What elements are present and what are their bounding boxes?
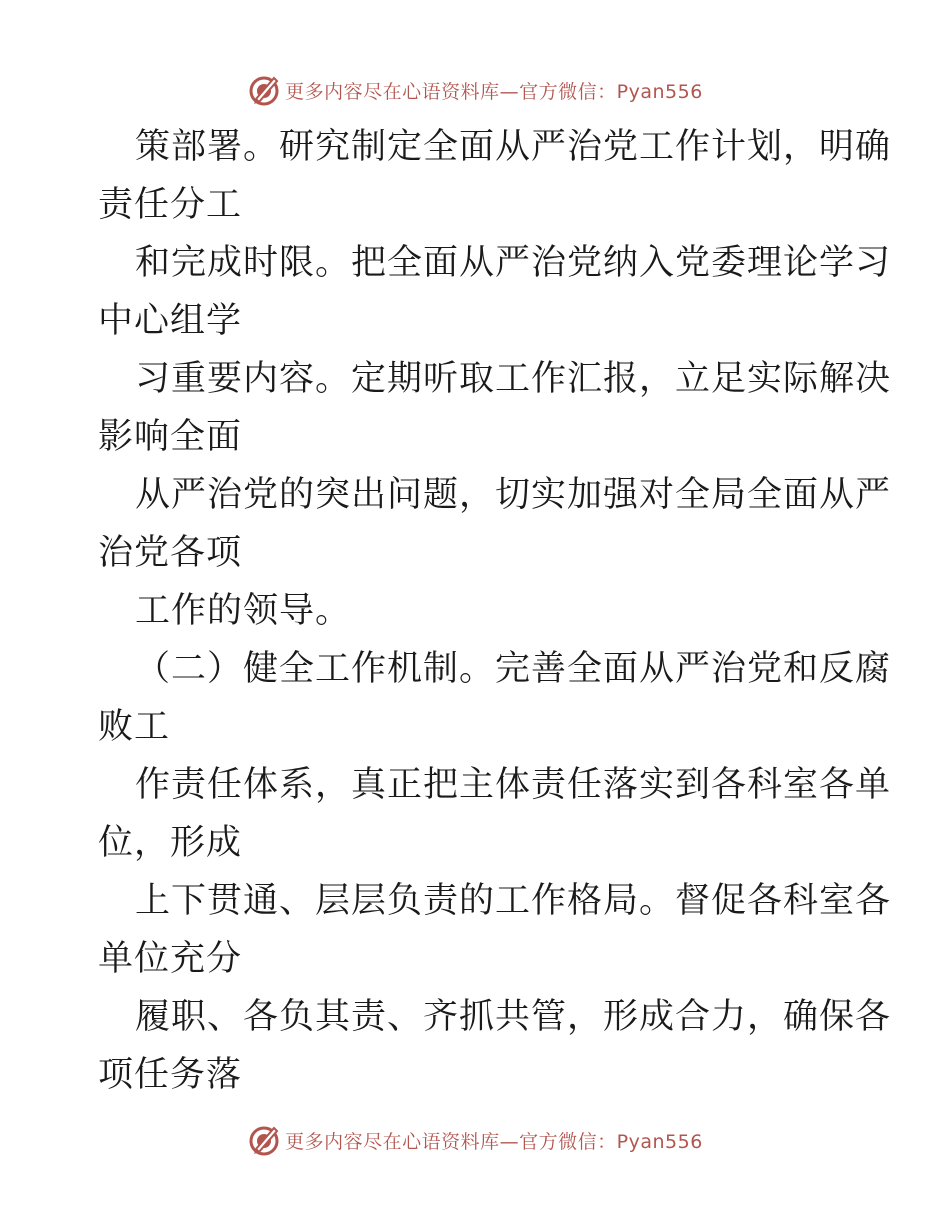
paragraph-line-first: 工作的领导。 [135,591,352,631]
paragraph-line: 败工 [98,707,171,747]
paragraph-line: 影响全面 [98,417,243,457]
paragraph [98,988,892,1104]
header-watermark [0,70,950,110]
paragraph-line-first: 习重要内容。定期听取工作汇报，立足实际解决 [135,359,892,399]
paragraph-line-first: 上下贯通、层层负责的工作格局。督促各科室各 [135,881,892,921]
paragraph-line: 项任务落 [98,1055,243,1095]
paragraph [98,350,892,466]
paragraph [98,234,892,350]
paragraph-line: 治党各项 [98,533,243,573]
paragraph-line-first: 策部署。研究制定全面从严治党工作计划，明确 [135,127,892,167]
paragraph-line-first: 作责任体系，真正把主体责任落实到各科室各单 [135,765,892,805]
paragraph-line: 责任分工 [98,185,243,225]
paragraph-line: 位，形成 [98,823,243,863]
watermark-text: 更多内容尽在心语资料库—官方微信：Pyan556 [285,1130,703,1153]
paragraph [98,872,892,988]
paragraph-line-first: 履职、各负其责、齐抓共管，形成合力，确保各 [135,997,892,1037]
paragraph-line: 中心组学 [98,301,243,341]
watermark-text: 更多内容尽在心语资料库—官方微信：Pyan556 [285,80,703,103]
paragraph-line-first: 和完成时限。把全面从严治党纳入党委理论学习 [135,243,892,283]
paragraph-line-first: （二）健全工作机制。完善全面从严治党和反腐 [135,649,892,689]
paragraph [98,640,892,756]
pen-circle-logo-icon [247,1123,281,1157]
footer-watermark [0,1120,950,1160]
paragraph [98,466,892,582]
paragraph [98,756,892,872]
document-body [98,118,892,1104]
pen-circle-logo-icon [247,73,281,107]
paragraph [98,582,858,640]
paragraph [98,118,892,234]
paragraph-line: 单位充分 [98,939,243,979]
paragraph-line-first: 从严治党的突出问题，切实加强对全局全面从严 [135,475,892,515]
